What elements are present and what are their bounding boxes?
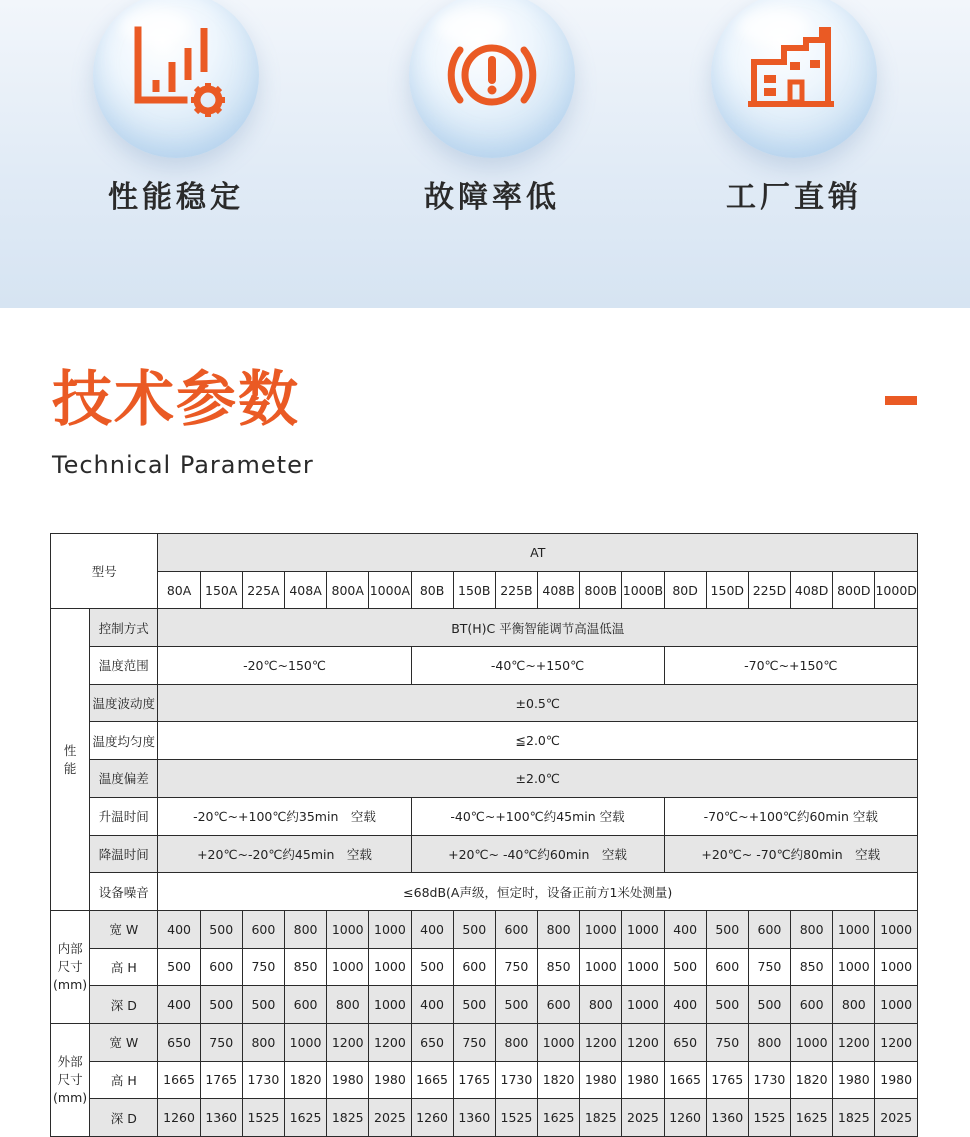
dimension-value: 500 [200,910,242,948]
dimension-value: 600 [495,910,537,948]
dimension-value: 1000 [369,948,411,986]
dimension-value: 850 [284,948,326,986]
dimension-value: 1765 [200,1061,242,1099]
table-row [51,647,918,685]
dimension-value: 2025 [369,1099,411,1137]
dimension-value: 1360 [453,1099,495,1137]
feature-direct-sale [694,0,894,230]
model-name: 408A [284,571,326,609]
dimension-value: 750 [200,1023,242,1061]
dimension-value: 1730 [495,1061,537,1099]
dimension-value: 1000 [622,948,664,986]
model-name: 225D [748,571,790,609]
table-row [51,534,918,572]
dimension-value: 1820 [284,1061,326,1099]
dimension-value: 600 [242,910,284,948]
dimension-value: 800 [833,986,875,1024]
dimension-value: 850 [791,948,833,986]
spec-value: ≦2.0℃ [158,722,918,760]
table-row [51,609,918,647]
dimension-value: 1980 [622,1061,664,1099]
dimension-value: 800 [284,910,326,948]
dimension-value: 1665 [411,1061,453,1099]
row-label: 控制方式 [90,609,158,647]
dimension-value: 1980 [369,1061,411,1099]
table-row [51,948,918,986]
dimension-value: 1000 [833,948,875,986]
spec-value: +20℃~ -70℃约80min 空载 [664,835,917,873]
features-banner [0,0,970,308]
spec-value: ≤68dB(A声级，恒定时，设备正前方1米处测量) [158,873,918,911]
dimension-value: 500 [706,910,748,948]
spec-value: -70℃~+100℃约60min 空载 [664,797,917,835]
dimension-value: 1000 [875,986,918,1024]
spec-value: -40℃~+100℃约45min 空载 [411,797,664,835]
dimension-value: 600 [284,986,326,1024]
model-name: 800B [580,571,622,609]
spec-value: -20℃~+100℃约35min 空载 [158,797,411,835]
dimension-value: 1260 [664,1099,706,1137]
spec-value: +20℃~ -40℃约60min 空载 [411,835,664,873]
dimension-value: 1000 [327,910,369,948]
dimension-value: 1980 [875,1061,918,1099]
section-title: 技术参数 [52,365,300,435]
row-label: 升温时间 [90,797,158,835]
model-name: 1000A [369,571,411,609]
dimension-value: 1980 [580,1061,622,1099]
dimension-value: 600 [706,948,748,986]
model-name: 80A [158,571,200,609]
dimension-value: 1765 [706,1061,748,1099]
dimension-value: 500 [453,986,495,1024]
dimension-value: 1000 [622,910,664,948]
dimension-value: 500 [242,986,284,1024]
feature-stable [76,0,276,230]
spec-value: -70℃~+150℃ [664,647,917,685]
model-name: 150A [200,571,242,609]
dimension-value: 1000 [284,1023,326,1061]
table-row [51,684,918,722]
dimension-value: 1525 [242,1099,284,1137]
dimension-value: 1665 [158,1061,200,1099]
dimension-value: 750 [748,948,790,986]
row-label: 高 H [90,1061,158,1099]
dimension-value: 1825 [580,1099,622,1137]
dimension-value: 1360 [200,1099,242,1137]
dimension-value: 500 [706,986,748,1024]
dimension-value: 1000 [580,948,622,986]
dimension-value: 800 [495,1023,537,1061]
dimension-value: 1820 [538,1061,580,1099]
dimension-value: 600 [791,986,833,1024]
dimension-value: 1525 [495,1099,537,1137]
dimension-value: 800 [791,910,833,948]
model-name: 225A [242,571,284,609]
dimension-value: 750 [242,948,284,986]
dimension-value: 600 [538,986,580,1024]
inner-size-category: 内部 尺寸 (mm) [51,910,90,1023]
table-row [51,835,918,873]
accent-bar [885,396,917,405]
feature-label: 性能稳定 [108,180,244,215]
row-label: 宽 W [90,910,158,948]
dimension-value: 1000 [833,910,875,948]
table-row [51,1099,918,1137]
dimension-value: 1625 [284,1099,326,1137]
model-name: 80D [664,571,706,609]
model-name: 1000B [622,571,664,609]
feature-low-failure [392,0,592,230]
dimension-value: 500 [748,986,790,1024]
spec-value: ±0.5℃ [158,684,918,722]
dimension-value: 1825 [833,1099,875,1137]
chart-gear-icon [126,20,226,120]
dimension-value: 600 [200,948,242,986]
dimension-value: 600 [748,910,790,948]
dimension-value: 1000 [622,986,664,1024]
dimension-value: 1200 [580,1023,622,1061]
row-label: 深 D [90,986,158,1024]
dimension-value: 750 [706,1023,748,1061]
row-label: 高 H [90,948,158,986]
dimension-value: 800 [748,1023,790,1061]
table-row [51,1023,918,1061]
dimension-value: 1625 [538,1099,580,1137]
dimension-value: 1000 [327,948,369,986]
dimension-value: 2025 [622,1099,664,1137]
dimension-value: 400 [158,986,200,1024]
performance-category: 性 能 [51,609,90,911]
dimension-value: 1200 [369,1023,411,1061]
section-subtitle: Technical Parameter [52,451,314,479]
row-label: 深 D [90,1099,158,1137]
dimension-value: 1000 [875,910,918,948]
dimension-value: 1000 [369,986,411,1024]
table-row [51,571,918,609]
model-name: 150B [453,571,495,609]
dimension-value: 400 [664,910,706,948]
dimension-value: 1825 [327,1099,369,1137]
dimension-value: 1980 [327,1061,369,1099]
model-name: 408B [538,571,580,609]
row-label: 降温时间 [90,835,158,873]
spec-value: ±2.0℃ [158,760,918,798]
model-name: 225B [495,571,537,609]
dimension-value: 1665 [664,1061,706,1099]
table-row [51,986,918,1024]
dimension-value: 500 [411,948,453,986]
dimension-value: 1360 [706,1099,748,1137]
outer-size-category: 外部 尺寸 (mm) [51,1023,90,1136]
dimension-value: 400 [411,910,453,948]
dimension-value: 1200 [327,1023,369,1061]
dimension-value: 1765 [453,1061,495,1099]
warning-icon [442,20,542,120]
row-label: 温度波动度 [90,684,158,722]
dimension-value: 500 [453,910,495,948]
table-row [51,910,918,948]
model-header: 型号 [51,534,158,609]
dimension-value: 1820 [791,1061,833,1099]
dimension-value: 1730 [242,1061,284,1099]
model-name: 150D [706,571,748,609]
dimension-value: 400 [664,986,706,1024]
dimension-value: 1980 [833,1061,875,1099]
dimension-value: 650 [664,1023,706,1061]
table-row [51,722,918,760]
row-label: 宽 W [90,1023,158,1061]
dimension-value: 500 [200,986,242,1024]
dimension-value: 1000 [791,1023,833,1061]
dimension-value: 850 [538,948,580,986]
dimension-value: 400 [158,910,200,948]
dimension-value: 500 [495,986,537,1024]
dimension-value: 800 [327,986,369,1024]
spec-table [50,533,918,1137]
model-name: 800A [327,571,369,609]
dimension-value: 1260 [158,1099,200,1137]
spec-value: BT(H)C 平衡智能调节高温低温 [158,609,918,647]
row-label: 温度范围 [90,647,158,685]
row-label: 温度偏差 [90,760,158,798]
dimension-value: 400 [411,986,453,1024]
dimension-value: 1200 [833,1023,875,1061]
spec-value: -40℃~+150℃ [411,647,664,685]
table-row [51,760,918,798]
dimension-value: 650 [158,1023,200,1061]
dimension-value: 650 [411,1023,453,1061]
dimension-value: 1260 [411,1099,453,1137]
dimension-value: 800 [580,986,622,1024]
model-name: 408D [791,571,833,609]
dimension-value: 750 [453,1023,495,1061]
row-label: 设备噪音 [90,873,158,911]
dimension-value: 1200 [875,1023,918,1061]
dimension-value: 1525 [748,1099,790,1137]
dimension-value: 1000 [538,1023,580,1061]
spec-value: -20℃~150℃ [158,647,411,685]
series-header: AT [158,534,918,572]
row-label: 温度均匀度 [90,722,158,760]
feature-label: 工厂直销 [726,180,862,215]
table-row [51,1061,918,1099]
dimension-value: 750 [495,948,537,986]
model-name: 80B [411,571,453,609]
dimension-value: 500 [664,948,706,986]
dimension-value: 1000 [875,948,918,986]
factory-icon [744,20,844,120]
model-name: 1000D [875,571,918,609]
dimension-value: 800 [242,1023,284,1061]
dimension-value: 800 [538,910,580,948]
table-row [51,873,918,911]
dimension-value: 1000 [580,910,622,948]
dimension-value: 1730 [748,1061,790,1099]
dimension-value: 600 [453,948,495,986]
dimension-value: 1625 [791,1099,833,1137]
feature-label: 故障率低 [424,180,560,215]
dimension-value: 1200 [622,1023,664,1061]
dimension-value: 500 [158,948,200,986]
model-name: 800D [833,571,875,609]
dimension-value: 2025 [875,1099,918,1137]
dimension-value: 1000 [369,910,411,948]
table-row [51,797,918,835]
spec-value: +20℃~-20℃约45min 空载 [158,835,411,873]
